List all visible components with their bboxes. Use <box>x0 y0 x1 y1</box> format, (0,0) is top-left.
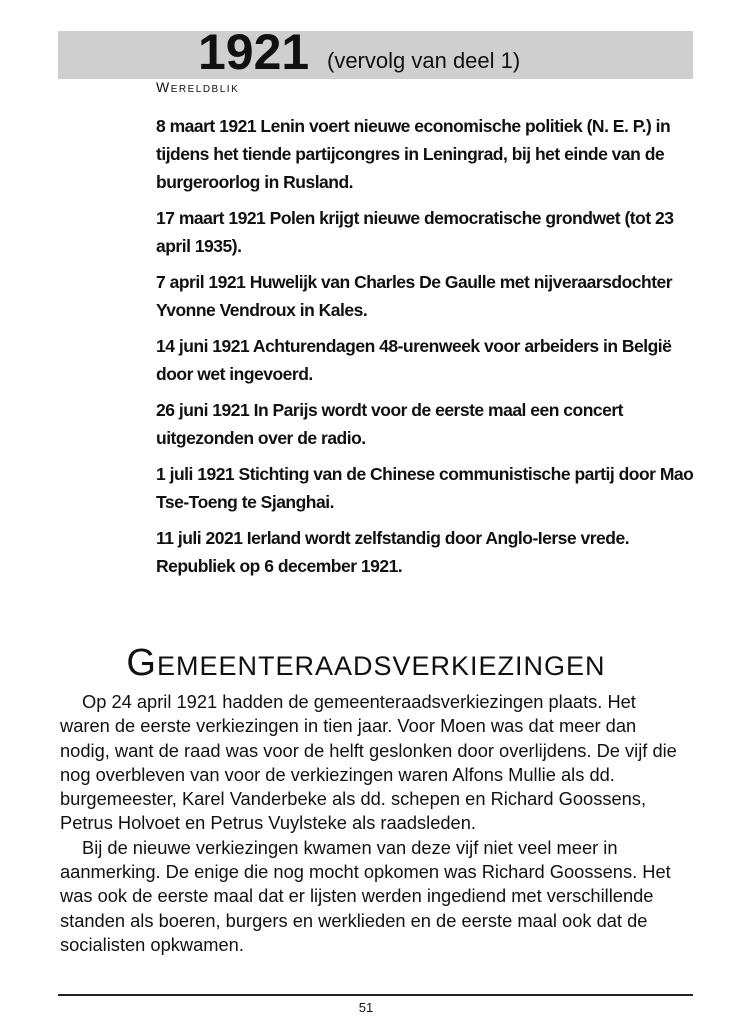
event-item: 11 juli 2021 Ierland wordt zelfstandig door Anglo-Ierse vrede. Republiek op 6 december 1921. <box>156 528 630 576</box>
event-item: 26 juni 1921 In Parijs wordt voor de eerste maal een concert uitgezonden over de radio. <box>156 400 624 448</box>
article-heading: Gemeenteraadsverkiezingen <box>126 642 606 684</box>
page-number: 51 <box>358 1000 374 1015</box>
article-paragraph: Bij de nieuwe verkiezingen kwamen van deze vijf niet veel meer in aanmerking. De enige die nog mocht opkomen was Richard Goossens. Het was ook de eerste maal dat er lijsten werden ingediend met verschillende standen als boeren, burgers en werklieden en de eerste maal ook dat de socialisten opkwamen. <box>60 836 671 955</box>
event-item: 17 maart 1921 Polen krijgt nieuwe democratische grondwet (tot 23 april 1935). <box>156 208 674 256</box>
events-list <box>156 112 696 588</box>
footer-rule <box>58 994 693 996</box>
article-body <box>60 690 690 957</box>
chapter-year: 1921 <box>198 24 310 80</box>
section-label: Wereldblik <box>156 79 240 95</box>
event-item: 14 juni 1921 Achturendagen 48-urenweek voor arbeiders in België door wet ingevoerd. <box>156 336 672 384</box>
event-item: 8 maart 1921 Lenin voert nieuwe economische politiek (N. E. P.) in tijdens het tiende partijcongres in Leningrad, bij het einde van de burgeroorlog in Rusland. <box>156 116 671 192</box>
article-paragraph: Op 24 april 1921 hadden de gemeenteraadsverkiezingen plaats. Het waren de eerste verkiezingen in tien jaar. Voor Moen was dat meer dan nodig, want de raad was voor de helft geslonken door overlijdens. De vijf die nog overbleven van voor de verkiezingen waren Alfons Mullie als dd. burgemeester, Karel Vanderbeke als dd. schepen en Richard Goossens, Petrus Holvoet en Petrus Vuylsteke als raadsleden. <box>60 691 677 834</box>
event-item: 1 juli 1921 Stichting van de Chinese communistische partij door Mao Tse-Toeng te Sjanghai. <box>156 464 694 512</box>
chapter-subtitle: (vervolg van deel 1) <box>327 48 521 73</box>
event-item: 7 april 1921 Huwelijk van Charles De Gaulle met nijveraarsdochter Yvonne Vendroux in Kales. <box>156 272 673 320</box>
